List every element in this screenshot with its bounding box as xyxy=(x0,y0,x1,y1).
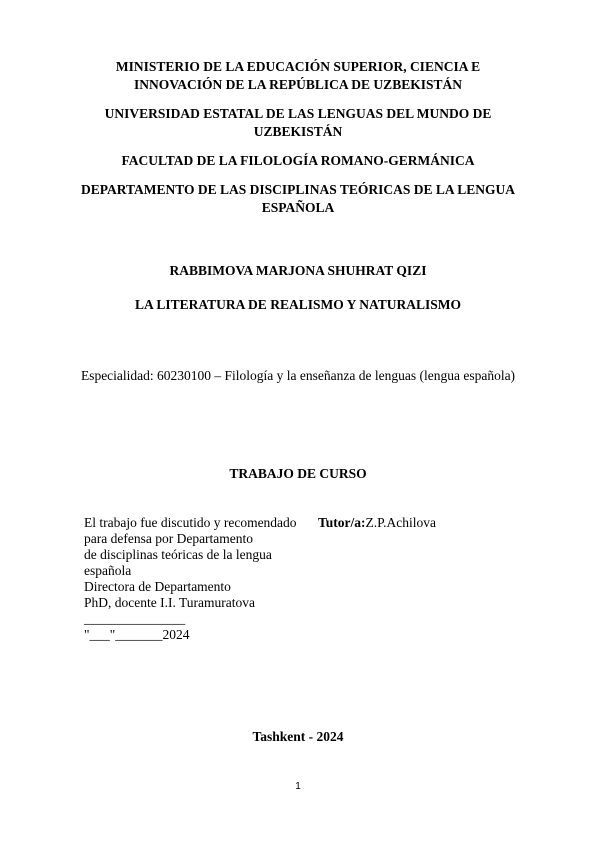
specialty-line: Especialidad: 60230100 – Filología y la enseñanza de lenguas (lengua española) xyxy=(80,368,516,383)
page-number: 1 xyxy=(295,781,301,792)
city-year: Tashkent - 2024 xyxy=(252,729,344,744)
date-line: "___"_______2024 xyxy=(84,627,190,642)
department-heading: DEPARTAMENTO DE LAS DISCIPLINAS TEÓRICAS DE LA LENGUA ESPAÑOLA xyxy=(81,182,515,215)
author-name: RABBIMOVA MARJONA SHUHRAT QIZI xyxy=(169,263,427,278)
approval-line: El trabajo fue discutido y recomendado xyxy=(84,515,297,530)
approval-line: para defensa por Departamento xyxy=(84,531,254,546)
university-heading: UNIVERSIDAD ESTATAL DE LAS LENGUAS DEL MUNDO DE UZBEKISTÁN xyxy=(104,106,492,139)
tutor-label: Tutor/a: xyxy=(318,515,366,530)
faculty-heading: FACULTAD DE LA FILOLOGÍA ROMANO-GERMÁNICA xyxy=(121,153,475,168)
signature-line: _______________ xyxy=(84,611,186,626)
tutor-name: Z.P.Achilova xyxy=(365,515,437,530)
approval-line: de disciplinas teóricas de la lengua xyxy=(84,547,272,562)
ministry-heading: MINISTERIO DE LA EDUCACIÓN SUPERIOR, CIENCIA E INNOVACIÓN DE LA REPÚBLICA DE UZBEKISTÁN xyxy=(115,59,481,92)
work-type: TRABAJO DE CURSO xyxy=(229,466,367,481)
approval-block xyxy=(84,515,324,643)
tutor-block xyxy=(318,515,436,531)
approval-line: Directora de Departamento xyxy=(84,579,231,594)
approval-line: PhD, docente I.I. Turamuratova xyxy=(84,595,255,610)
work-title: LA LITERATURA DE REALISMO Y NATURALISMO xyxy=(135,297,461,312)
approval-line: española xyxy=(84,563,132,578)
